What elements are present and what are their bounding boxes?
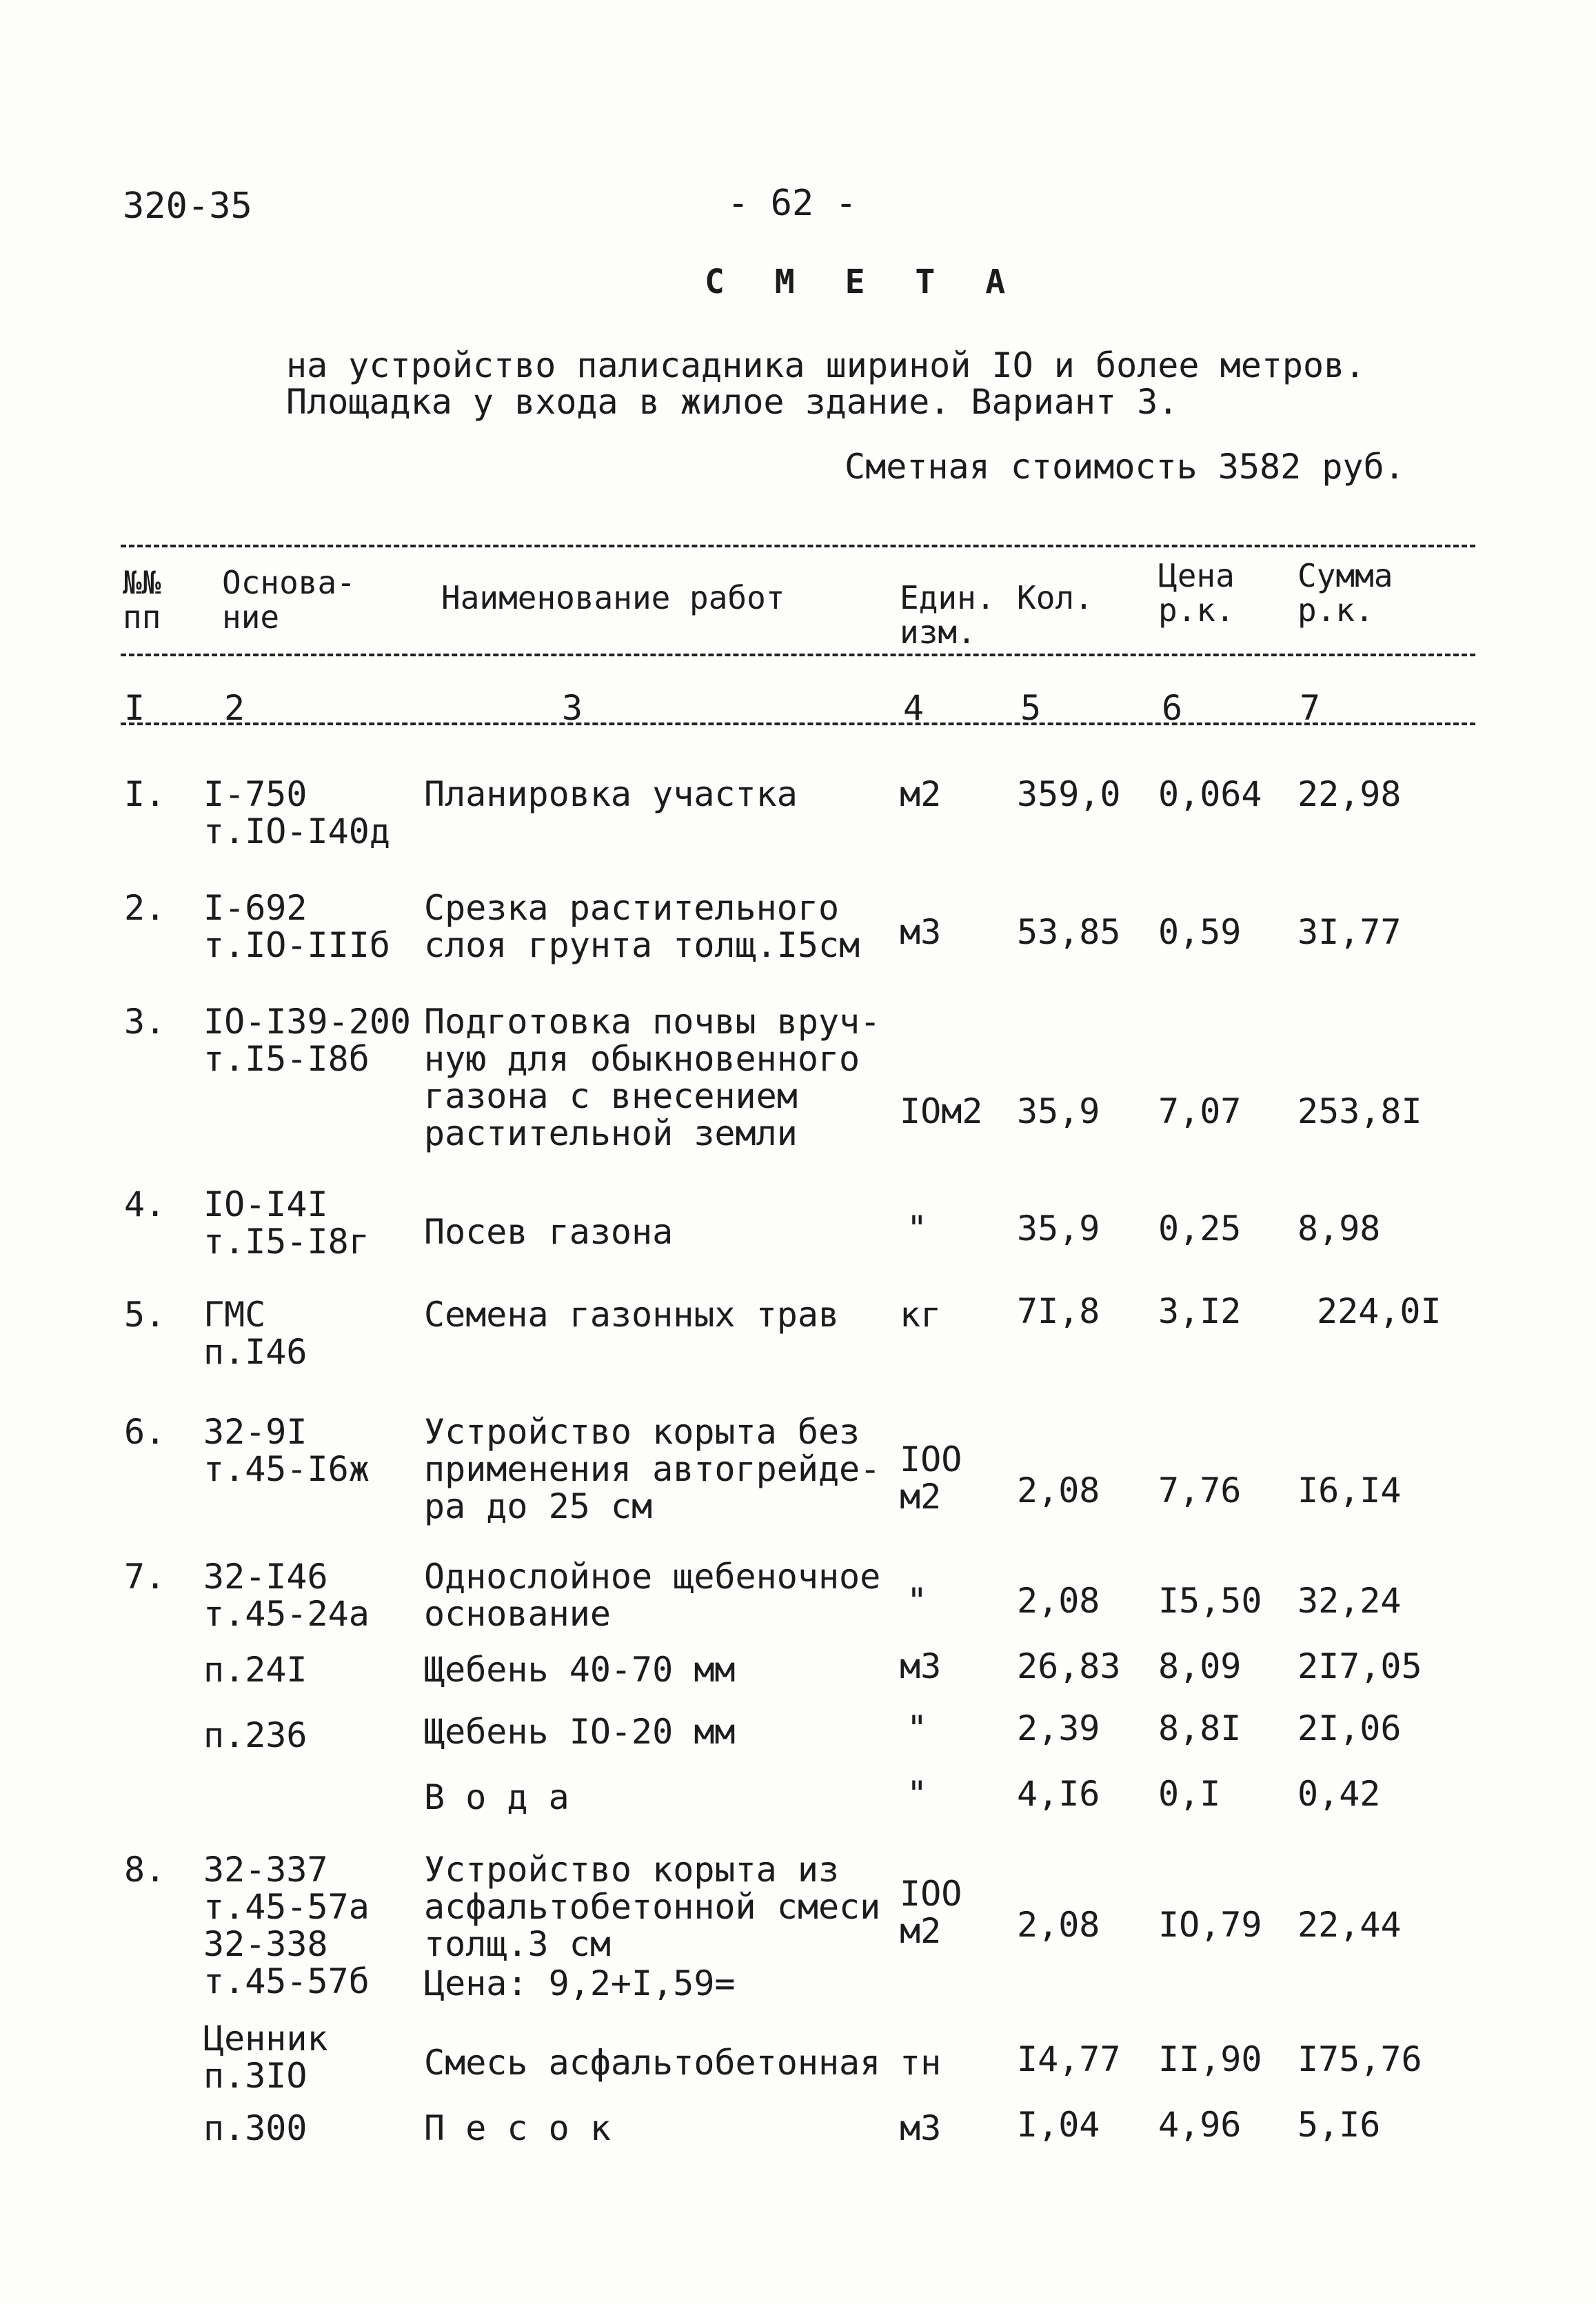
row-7a-qty: 26,83 [1017, 1646, 1121, 1686]
row-7c-unit: " [907, 1774, 928, 1814]
header-name: Наименование работ [441, 579, 785, 616]
row-8a-unit: тн [900, 2043, 942, 2083]
row-4-unit: " [907, 1209, 928, 1249]
row-8a-price: II,90 [1158, 2039, 1262, 2079]
row-7-price: I5,50 [1158, 1581, 1262, 1621]
row-2-num: 2. [124, 888, 166, 928]
row-8a-basis: Ценник п.3IО [203, 2019, 328, 2096]
row-4-basis: IО-I4I т.I5-I8г [203, 1184, 370, 1262]
row-8b-basis: п.300 [203, 2108, 307, 2148]
row-1-sum: 22,98 [1297, 774, 1402, 814]
row-1-num: I. [124, 774, 166, 814]
row-2-qty: 53,85 [1017, 912, 1121, 952]
document-subtitle-line1: на устройство палисадника шириной IО и более метров. [286, 345, 1366, 385]
row-3-price: 7,07 [1158, 1091, 1242, 1131]
row-7b-unit: " [907, 1708, 928, 1748]
row-8b-unit: м3 [900, 2108, 942, 2148]
document-title: С М Е Т А [705, 263, 1021, 301]
row-4-qty: 35,9 [1017, 1209, 1100, 1249]
row-6-sum: I6,I4 [1297, 1471, 1402, 1510]
row-8a-sum: I75,76 [1297, 2039, 1422, 2079]
row-7-num: 7. [124, 1557, 166, 1597]
row-6-basis: 32-9I т.45-I6ж [203, 1412, 370, 1489]
row-7a-basis: п.24I [203, 1650, 307, 1690]
header-basis: Основа- ние [222, 564, 356, 636]
page-number: - 62 - [727, 183, 857, 224]
row-4-name: Посев газона [424, 1212, 674, 1252]
column-number-4: 4 [903, 688, 925, 728]
row-7-qty: 2,08 [1017, 1581, 1100, 1621]
document-code: 320-35 [123, 185, 252, 227]
row-7a-unit: м3 [900, 1646, 942, 1686]
column-number-5: 5 [1020, 688, 1042, 728]
document-subtitle-line2: Площадка у входа в жилое здание. Вариант 3. [286, 382, 1179, 422]
row-6-name: Устройство корыта без применения автогрейде- ра до 25 см [424, 1412, 881, 1526]
estimated-cost: Сметная стоимость 3582 руб. [845, 447, 1405, 487]
column-number-3: 3 [562, 688, 583, 728]
header-top-divider [121, 545, 1475, 547]
row-8b-sum: 5,I6 [1297, 2105, 1381, 2145]
row-1-unit: м2 [900, 774, 942, 814]
row-5-unit: кг [900, 1295, 942, 1335]
row-7-sum: 32,24 [1297, 1581, 1402, 1621]
column-number-7: 7 [1300, 688, 1321, 728]
row-4-price: 0,25 [1158, 1209, 1242, 1249]
row-1-name: Планировка участка [424, 774, 798, 814]
column-number-1: I [124, 688, 145, 728]
column-numbers-divider [121, 722, 1475, 725]
row-5-sum: 224,0I [1317, 1291, 1442, 1331]
row-7b-name: Щебень IО-20 мм [424, 1712, 736, 1752]
row-5-name: Семена газонных трав [424, 1295, 840, 1335]
row-2-basis: I-692 т.IО-IIIб [203, 888, 390, 965]
row-2-name: Срезка растительного слоя грунта толщ.I5см [424, 888, 860, 965]
row-3-qty: 35,9 [1017, 1091, 1100, 1131]
header-num: №№ пп [123, 564, 161, 636]
row-8-price-note: Цена: 9,2+I,59= [424, 1963, 736, 2003]
row-7c-price: 0,I [1158, 1774, 1221, 1814]
row-5-qty: 7I,8 [1017, 1291, 1100, 1331]
row-6-unit: IОО м2 [900, 1439, 962, 1517]
row-1-basis: I-750 т.IО-I40д [203, 774, 390, 851]
column-number-2: 2 [224, 688, 245, 728]
row-3-name: Подготовка почвы вруч- ную для обыкновенного газона с внесением растительной земли [424, 1002, 881, 1153]
row-5-num: 5. [124, 1295, 166, 1335]
column-number-6: 6 [1162, 688, 1183, 728]
row-7c-sum: 0,42 [1297, 1774, 1381, 1814]
row-3-sum: 253,8I [1297, 1091, 1422, 1131]
row-8b-qty: I,04 [1017, 2105, 1100, 2145]
header-price: Цена р.к. [1158, 557, 1235, 629]
row-7b-sum: 2I,06 [1297, 1708, 1402, 1748]
row-1-price: 0,064 [1158, 774, 1262, 814]
row-2-price: 0,59 [1158, 912, 1242, 952]
row-8b-price: 4,96 [1158, 2105, 1242, 2145]
row-5-basis: ГМС п.I46 [203, 1295, 307, 1372]
row-5-price: 3,I2 [1158, 1291, 1242, 1331]
row-4-num: 4. [124, 1184, 166, 1224]
row-8b-name: П е с о к [424, 2108, 611, 2148]
row-8a-qty: I4,77 [1017, 2039, 1121, 2079]
row-7-name: Однослойное щебеночное основание [424, 1557, 881, 1634]
header-qty: Кол. [1017, 579, 1093, 616]
header-sum: Сумма р.к. [1297, 557, 1393, 629]
row-7-unit: " [907, 1581, 928, 1621]
header-middle-divider [121, 654, 1475, 656]
row-3-basis: IО-I39-200 т.I5-I8б [203, 1002, 412, 1079]
row-8-sum: 22,44 [1297, 1905, 1402, 1945]
row-6-num: 6. [124, 1412, 166, 1452]
row-8-num: 8. [124, 1850, 166, 1890]
row-7b-basis: п.236 [203, 1715, 307, 1755]
row-8-qty: 2,08 [1017, 1905, 1100, 1945]
row-7a-name: Щебень 40-70 мм [424, 1650, 736, 1690]
row-7a-price: 8,09 [1158, 1646, 1242, 1686]
row-8-unit: IОО м2 [900, 1874, 962, 1951]
row-2-unit: м3 [900, 912, 942, 952]
row-7-basis: 32-I46 т.45-24а [203, 1557, 370, 1634]
header-unit: Един. изм. [900, 579, 996, 651]
row-8a-name: Смесь асфальтобетонная [424, 2043, 881, 2083]
row-8-price: IО,79 [1158, 1905, 1262, 1945]
row-8-basis: 32-337 т.45-57а 32-338 т.45-57б [203, 1850, 370, 2001]
row-8-name: Устройство корыта из асфальтобетонной смеси толщ.3 см [424, 1850, 881, 1964]
row-3-num: 3. [124, 1002, 166, 1042]
row-6-qty: 2,08 [1017, 1471, 1100, 1510]
row-3-unit: IОм2 [900, 1091, 983, 1131]
row-6-price: 7,76 [1158, 1471, 1242, 1510]
row-7b-qty: 2,39 [1017, 1708, 1100, 1748]
row-7c-qty: 4,I6 [1017, 1774, 1100, 1814]
row-7b-price: 8,8I [1158, 1708, 1242, 1748]
row-4-sum: 8,98 [1297, 1209, 1381, 1249]
row-7a-sum: 2I7,05 [1297, 1646, 1422, 1686]
row-1-qty: 359,0 [1017, 774, 1121, 814]
row-7c-name: В о д а [424, 1777, 569, 1817]
row-2-sum: 3I,77 [1297, 912, 1402, 952]
